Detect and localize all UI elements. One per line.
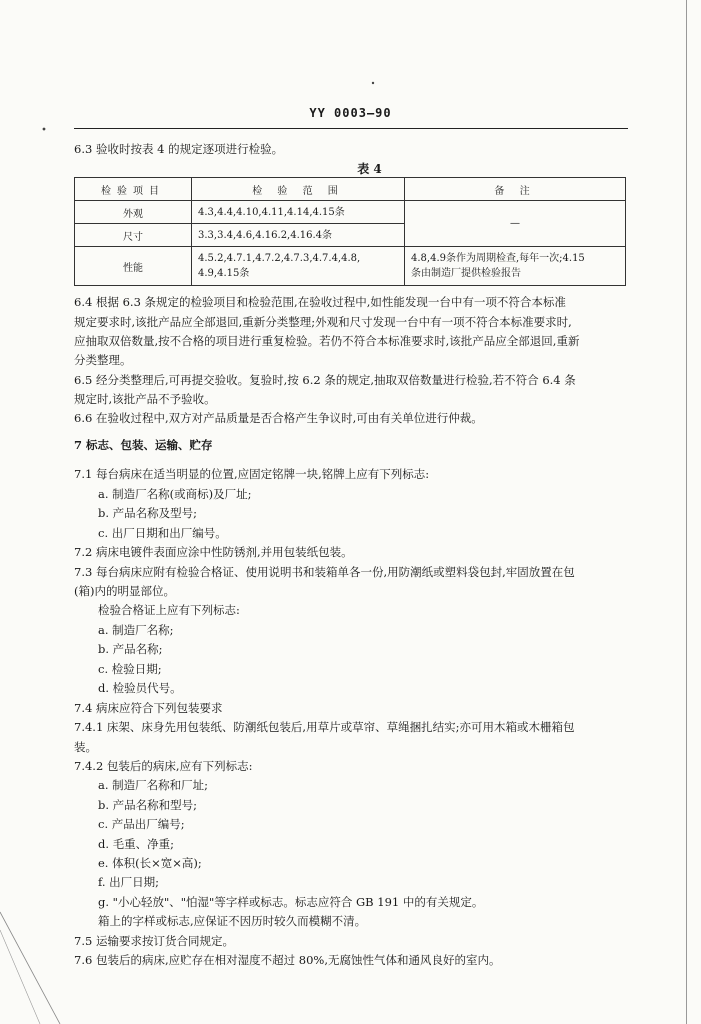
row-scope-performance [192,247,405,286]
clause-6-3: 6.3 验收时按表 4 的规定逐项进行检验。 [74,142,284,156]
clause-6-5-line: 6.5 经分类整理后,可再提交验收。复验时,按 6.2 条的规定,抽取双倍数量进行检验,若不符合 6.4 条 [74,373,576,387]
list-item: a. 制造厂名称; [98,623,174,637]
note-line-2: 条由制造厂提供检验报告 [411,268,521,279]
list-item: e. 体积(长×宽×高); [98,856,202,870]
clause-6-4-line: 6.4 根据 6.3 条规定的检验项目和检验范围,在验收过程中,如性能发现一台中有一项不符合本标准 [74,295,566,309]
clause-6-5-line: 规定时,该批产品不予验收。 [74,392,216,406]
clause-7-1: 7.1 每台病床在适当明显的位置,应固定铭牌一块,铭牌上应有下列标志: [74,467,430,481]
table-4-title: 表 4 [357,162,382,176]
row-note-performance [405,247,626,286]
scan-dot [370,80,378,88]
row-scope-appearance: 4.3,4.4,4.10,4.11,4.14,4.15条 [192,201,405,224]
list-item: d. 检验员代号。 [98,681,182,695]
list-item: d. 毛重、净重; [98,837,175,851]
clause-7-4-1-line: 装。 [74,740,97,754]
header-scope: 检 验 范 围 [192,178,405,201]
list-item: a. 制造厂名称和厂址; [98,778,209,792]
scope-line-1: 4.5.2,4.7.1,4.7.2,4.7.3,4.7.4,4.8, [198,253,361,264]
list-item: b. 产品名称及型号; [98,506,198,520]
clause-7-2: 7.2 病床电镀件表面应涂中性防锈剂,并用包装纸包装。 [74,545,353,559]
scope-line-2: 4.9,4.15条 [198,268,250,279]
list-item: b. 产品名称; [98,642,163,656]
header-item: 检验项目 [75,178,192,201]
list-item: a. 制造厂名称(或商标)及厂址; [98,487,252,501]
clause-6-4-line: 应抽取双倍数量,按不合格的项目进行重复检验。若仍不符合本标准要求时,该批产品应全部退回,重新 [74,334,580,348]
row-item-performance: 性能 [75,247,192,286]
list-item: c. 产品出厂编号; [98,817,185,831]
clause-7-4: 7.4 病床应符合下列包装要求 [74,701,223,715]
clause-6-4-line: 分类整理。 [74,353,132,367]
scan-corner-lines [0,900,120,1024]
clause-7-3-line: 检验合格证上应有下列标志: [98,603,240,617]
table-header-row [75,178,626,201]
header-rule [74,128,628,129]
section-7-heading: 7 标志、包装、运输、贮存 [74,438,213,452]
inspection-table [74,177,626,286]
row-scope-size: 3.3,3.4,4.6,4.16.2,4.16.4条 [192,224,405,247]
row-item-appearance: 外观 [75,201,192,224]
clause-7-4-1-line: 7.4.1 床架、床身先用包装纸、防潮纸包装后,用草片或草帘、草绳捆扎结实;亦可用木箱或木栅箱包 [74,720,575,734]
clause-7-4-2: 7.4.2 包装后的病床,应有下列标志: [74,759,253,773]
list-item: b. 产品名称和型号; [98,798,198,812]
list-item: c. 检验日期; [98,662,162,676]
clause-7-3-line: 7.3 每台病床应附有检验合格证、使用说明书和装箱单各一份,用防潮纸或塑料袋包封,牢固放置在包 [74,565,575,579]
scan-edge-line [686,0,687,1024]
list-item: g. "小心轻放"、"怕湿"等字样或标志。标志应符合 GB 191 中的有关规定。 [98,895,484,909]
clause-7-3-line: (箱)内的明显部位。 [74,584,175,598]
table-row [75,201,626,224]
clause-7-4-2-note: 箱上的字样或标志,应保证不因历时较久而模糊不清。 [98,914,367,928]
note-line-1: 4.8,4.9条作为周期检查,每年一次;4.15 [411,253,585,264]
list-item: c. 出厂日期和出厂编号。 [98,526,227,540]
header-note: 备 注 [405,178,626,201]
clause-6-4-line: 规定要求时,该批产品应全部退回,重新分类整理;外观和尺寸发现一台中有一项不符合本标准要求时, [74,315,572,329]
clause-7-6: 7.6 包装后的病床,应贮存在相对湿度不超过 80%,无腐蚀性气体和通风良好的室内。 [74,953,501,967]
row-note-appearance-size: — [405,201,626,247]
scan-dot [40,125,50,135]
clause-7-5: 7.5 运输要求按订货合同规定。 [74,934,234,948]
list-item: f. 出厂日期; [98,875,160,889]
row-item-size: 尺寸 [75,224,192,247]
clause-6-6: 6.6 在验收过程中,双方对产品质量是否合格产生争议时,可由有关单位进行仲裁。 [74,411,483,425]
standard-header: YY 0003—90 [309,106,392,120]
table-row [75,247,626,286]
